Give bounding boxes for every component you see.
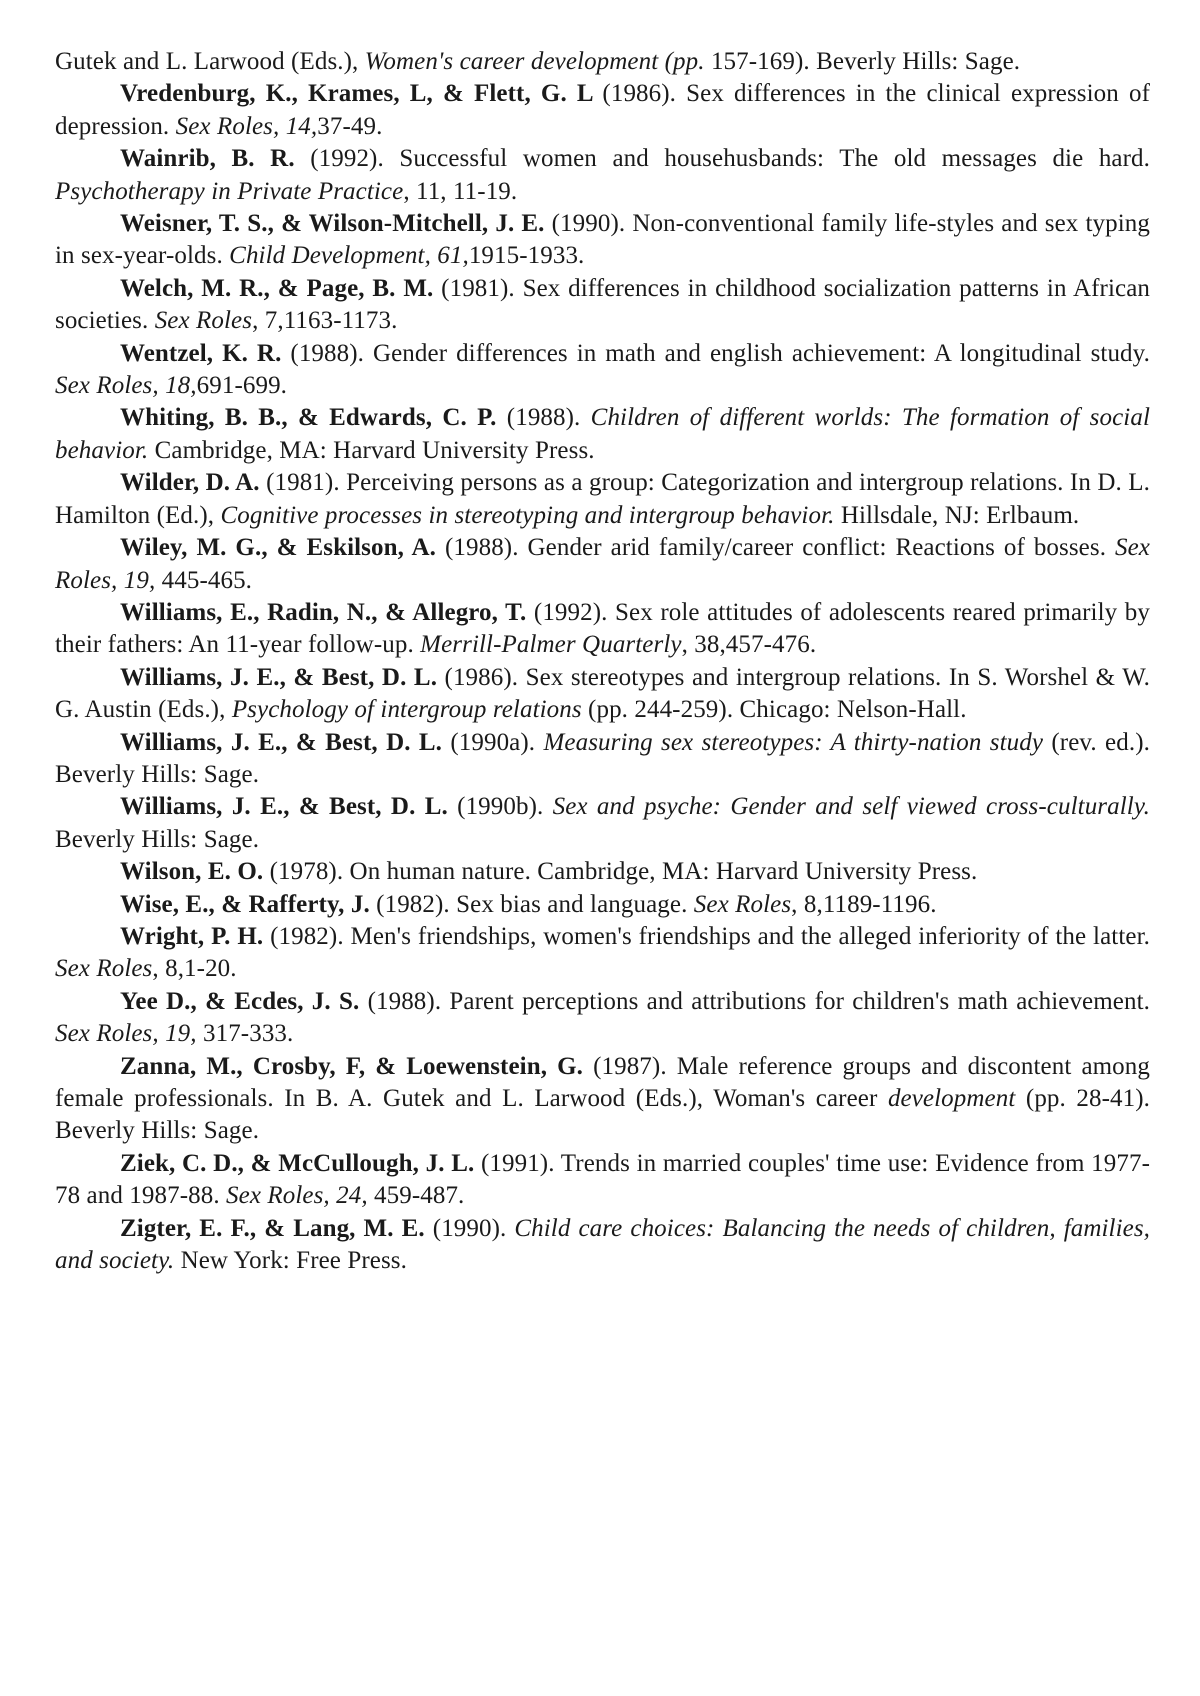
reference-authors: Yee D., & Ecdes, J. S. — [120, 987, 368, 1015]
reference-entry — [55, 662, 1150, 727]
reference-title: Sex Roles — [55, 955, 153, 983]
reference-title: Sex Roles, 14, — [175, 112, 318, 140]
reference-text: (1991). Trends in married couples' time use: Evidence from 1977-78 and 1987-88. — [55, 1149, 1150, 1210]
reference-entry — [55, 921, 1150, 986]
reference-entry — [55, 597, 1150, 662]
reference-text: 459-487. — [367, 1182, 465, 1210]
references-list — [55, 46, 1150, 1277]
reference-text: , 7,1163-1173. — [252, 307, 398, 335]
reference-title: Child care choices: Balancing the needs of children, families, and society. — [55, 1214, 1151, 1275]
reference-text: Beverly Hills: Sage. — [55, 825, 260, 853]
reference-text: Gutek and L. Larwood (Eds.), — [55, 48, 365, 75]
reference-text: (1987). Male reference groups and discontent among female professionals. In B. A. Gutek and L. Larwood (Eds.), Woman's career — [55, 1052, 1150, 1112]
reference-authors: Zanna, M., Crosby, F, & Loewenstein, G. — [120, 1052, 594, 1080]
reference-text: 445-465. — [155, 566, 253, 594]
reference-text: (rev. ed.). Beverly Hills: Sage. — [55, 728, 1150, 788]
reference-text: 37-49. — [317, 112, 383, 140]
reference-title: Sex Roles — [154, 307, 253, 335]
reference-authors: Ziek, C. D., & McCullough, J. L. — [120, 1149, 481, 1177]
reference-text: (1988). Gender differences in math and english achievement: A longitudinal study. — [290, 339, 1150, 367]
reference-entry — [55, 1051, 1150, 1148]
reference-title: Sex Roles, 19, — [55, 534, 1150, 594]
reference-authors: Welch, M. R., & Page, B. M. — [120, 274, 442, 302]
reference-authors: Whiting, B. B., & Edwards, C. P. — [120, 404, 507, 432]
reference-text: (1982). Sex bias and language. — [376, 890, 694, 918]
reference-text: , 8,1189-1196. — [791, 890, 937, 918]
reference-authors: Williams, J. E., & Best, D. L. — [120, 728, 451, 756]
reference-entry — [55, 273, 1150, 338]
reference-text: (1990). Non-conventional family life-styles and sex typing in sex-year-olds. — [55, 210, 1150, 270]
reference-authors: Weisner, T. S., & Wilson-Mitchell, J. E. — [120, 210, 552, 238]
reference-text: 157-169). Beverly Hills: Sage. — [710, 48, 1021, 75]
reference-entry — [55, 889, 1150, 921]
reference-text: New York: Free Press. — [174, 1247, 407, 1275]
reference-text: (1986). Sex differences in the clinical expression of depression. — [55, 80, 1150, 140]
reference-entry — [55, 532, 1150, 597]
reference-entry — [55, 338, 1150, 403]
reference-authors: Wainrib, B. R. — [120, 145, 311, 173]
reference-entry — [55, 78, 1150, 143]
reference-text: (1988). Gender arid family/career conflict: Reactions of bosses. — [444, 534, 1115, 562]
reference-text: (1988). — [506, 404, 591, 432]
reference-entry — [55, 1148, 1150, 1213]
reference-authors: Wright, P. H. — [120, 922, 271, 950]
reference-title: Sex Roles, 18, — [55, 372, 197, 400]
reference-text: (1978). On human nature. Cambridge, MA: Harvard University Press. — [269, 858, 978, 886]
reference-authors: Williams, J. E., & Best, D. L. — [120, 793, 458, 821]
reference-text: (1982). Men's friendships, women's friendships and the alleged inferiority of the latter. — [270, 922, 1150, 950]
reference-text: (pp. 28-41). Beverly Hills: Sage. — [55, 1085, 1150, 1145]
reference-entry — [55, 727, 1150, 792]
reference-text: (1992). Successful women and househusbands: The old messages die hard. — [310, 145, 1150, 173]
reference-authors: Williams, J. E., & Best, D. L. — [120, 663, 445, 691]
reference-text: (1990). — [432, 1214, 515, 1242]
reference-title: Children of different worlds: The formation of social behavior. — [55, 404, 1150, 464]
reference-title: Merrill-Palmer Quarterly — [420, 631, 682, 659]
reference-authors: Wentzel, K. R. — [120, 339, 291, 367]
reference-text: (1988). Parent perceptions and attributions for children's math achievement. — [367, 987, 1150, 1015]
reference-title: Measuring sex stereotypes: A thirty-nation study — [543, 728, 1044, 756]
reference-text: (1990a). — [450, 728, 544, 756]
reference-authors: Wiley, M. G., & Eskilson, A. — [120, 534, 445, 562]
reference-title: Psychology of intergroup relations — [231, 696, 582, 724]
reference-title: Women's career development (pp. — [364, 48, 711, 75]
reference-text: (1992). Sex role attitudes of adolescents reared primarily by their fathers: An 11-year follow-up. — [55, 598, 1150, 659]
reference-text: (1981). Sex differences in childhood socialization patterns in African societies. — [55, 274, 1151, 335]
reference-text: 1915-1933. — [468, 242, 585, 270]
reference-text: , 8,1-20. — [152, 955, 237, 983]
reference-authors: Vredenburg, K., Krames, L, & Flett, G. L — [120, 80, 603, 108]
reference-text: 691-699. — [196, 372, 288, 400]
reference-authors: Wilson, E. O. — [120, 858, 270, 886]
reference-text: , 11, 11-19. — [403, 177, 518, 205]
reference-title: development — [887, 1085, 1016, 1112]
reference-entry — [55, 791, 1150, 856]
reference-text: , 38,457-476. — [681, 631, 817, 659]
reference-text: Cambridge, MA: Harvard University Press. — [148, 436, 595, 464]
reference-entry — [55, 143, 1150, 208]
reference-title: Cognitive processes in stereotyping and intergroup behavior. — [220, 501, 835, 529]
reference-entry — [55, 856, 1150, 888]
reference-text: (pp. 244-259). Chicago: Nelson-Hall. — [581, 696, 967, 724]
reference-title: Sex and psyche: Gender and self viewed cross-culturally. — [552, 793, 1150, 821]
reference-authors: Wise, E., & Rafferty, J. — [120, 890, 377, 918]
reference-text: Hillsdale, NJ: Erlbaum. — [834, 501, 1080, 529]
reference-entry — [55, 986, 1150, 1051]
reference-title: Sex Roles, 24, — [226, 1182, 368, 1210]
reference-text: 317-333. — [196, 1020, 294, 1048]
reference-entry — [55, 402, 1150, 467]
reference-text: (1981). Perceiving persons as a group: Categorization and intergroup relations. In D. L. Hamilton (Ed.), — [55, 469, 1150, 529]
reference-entry — [55, 467, 1150, 532]
reference-title: Sex Roles, 19, — [55, 1020, 197, 1048]
reference-entry — [55, 1213, 1150, 1278]
reference-text: (1986). Sex stereotypes and intergroup relations. In S. Worshel & W. G. Austin (Eds.), — [55, 663, 1150, 724]
reference-authors: Zigter, E. F., & Lang, M. E. — [120, 1214, 433, 1242]
reference-title: Child Development, 61, — [229, 242, 469, 270]
reference-entry — [55, 46, 1150, 78]
reference-title: Psychotherapy in Private Practice — [55, 177, 404, 205]
reference-authors: Wilder, D. A. — [120, 469, 267, 497]
reference-text: (1990b). — [457, 793, 553, 821]
reference-entry — [55, 208, 1150, 273]
reference-title: Sex Roles — [693, 890, 792, 918]
reference-authors: Williams, E., Radin, N., & Allegro, T. — [120, 598, 534, 626]
